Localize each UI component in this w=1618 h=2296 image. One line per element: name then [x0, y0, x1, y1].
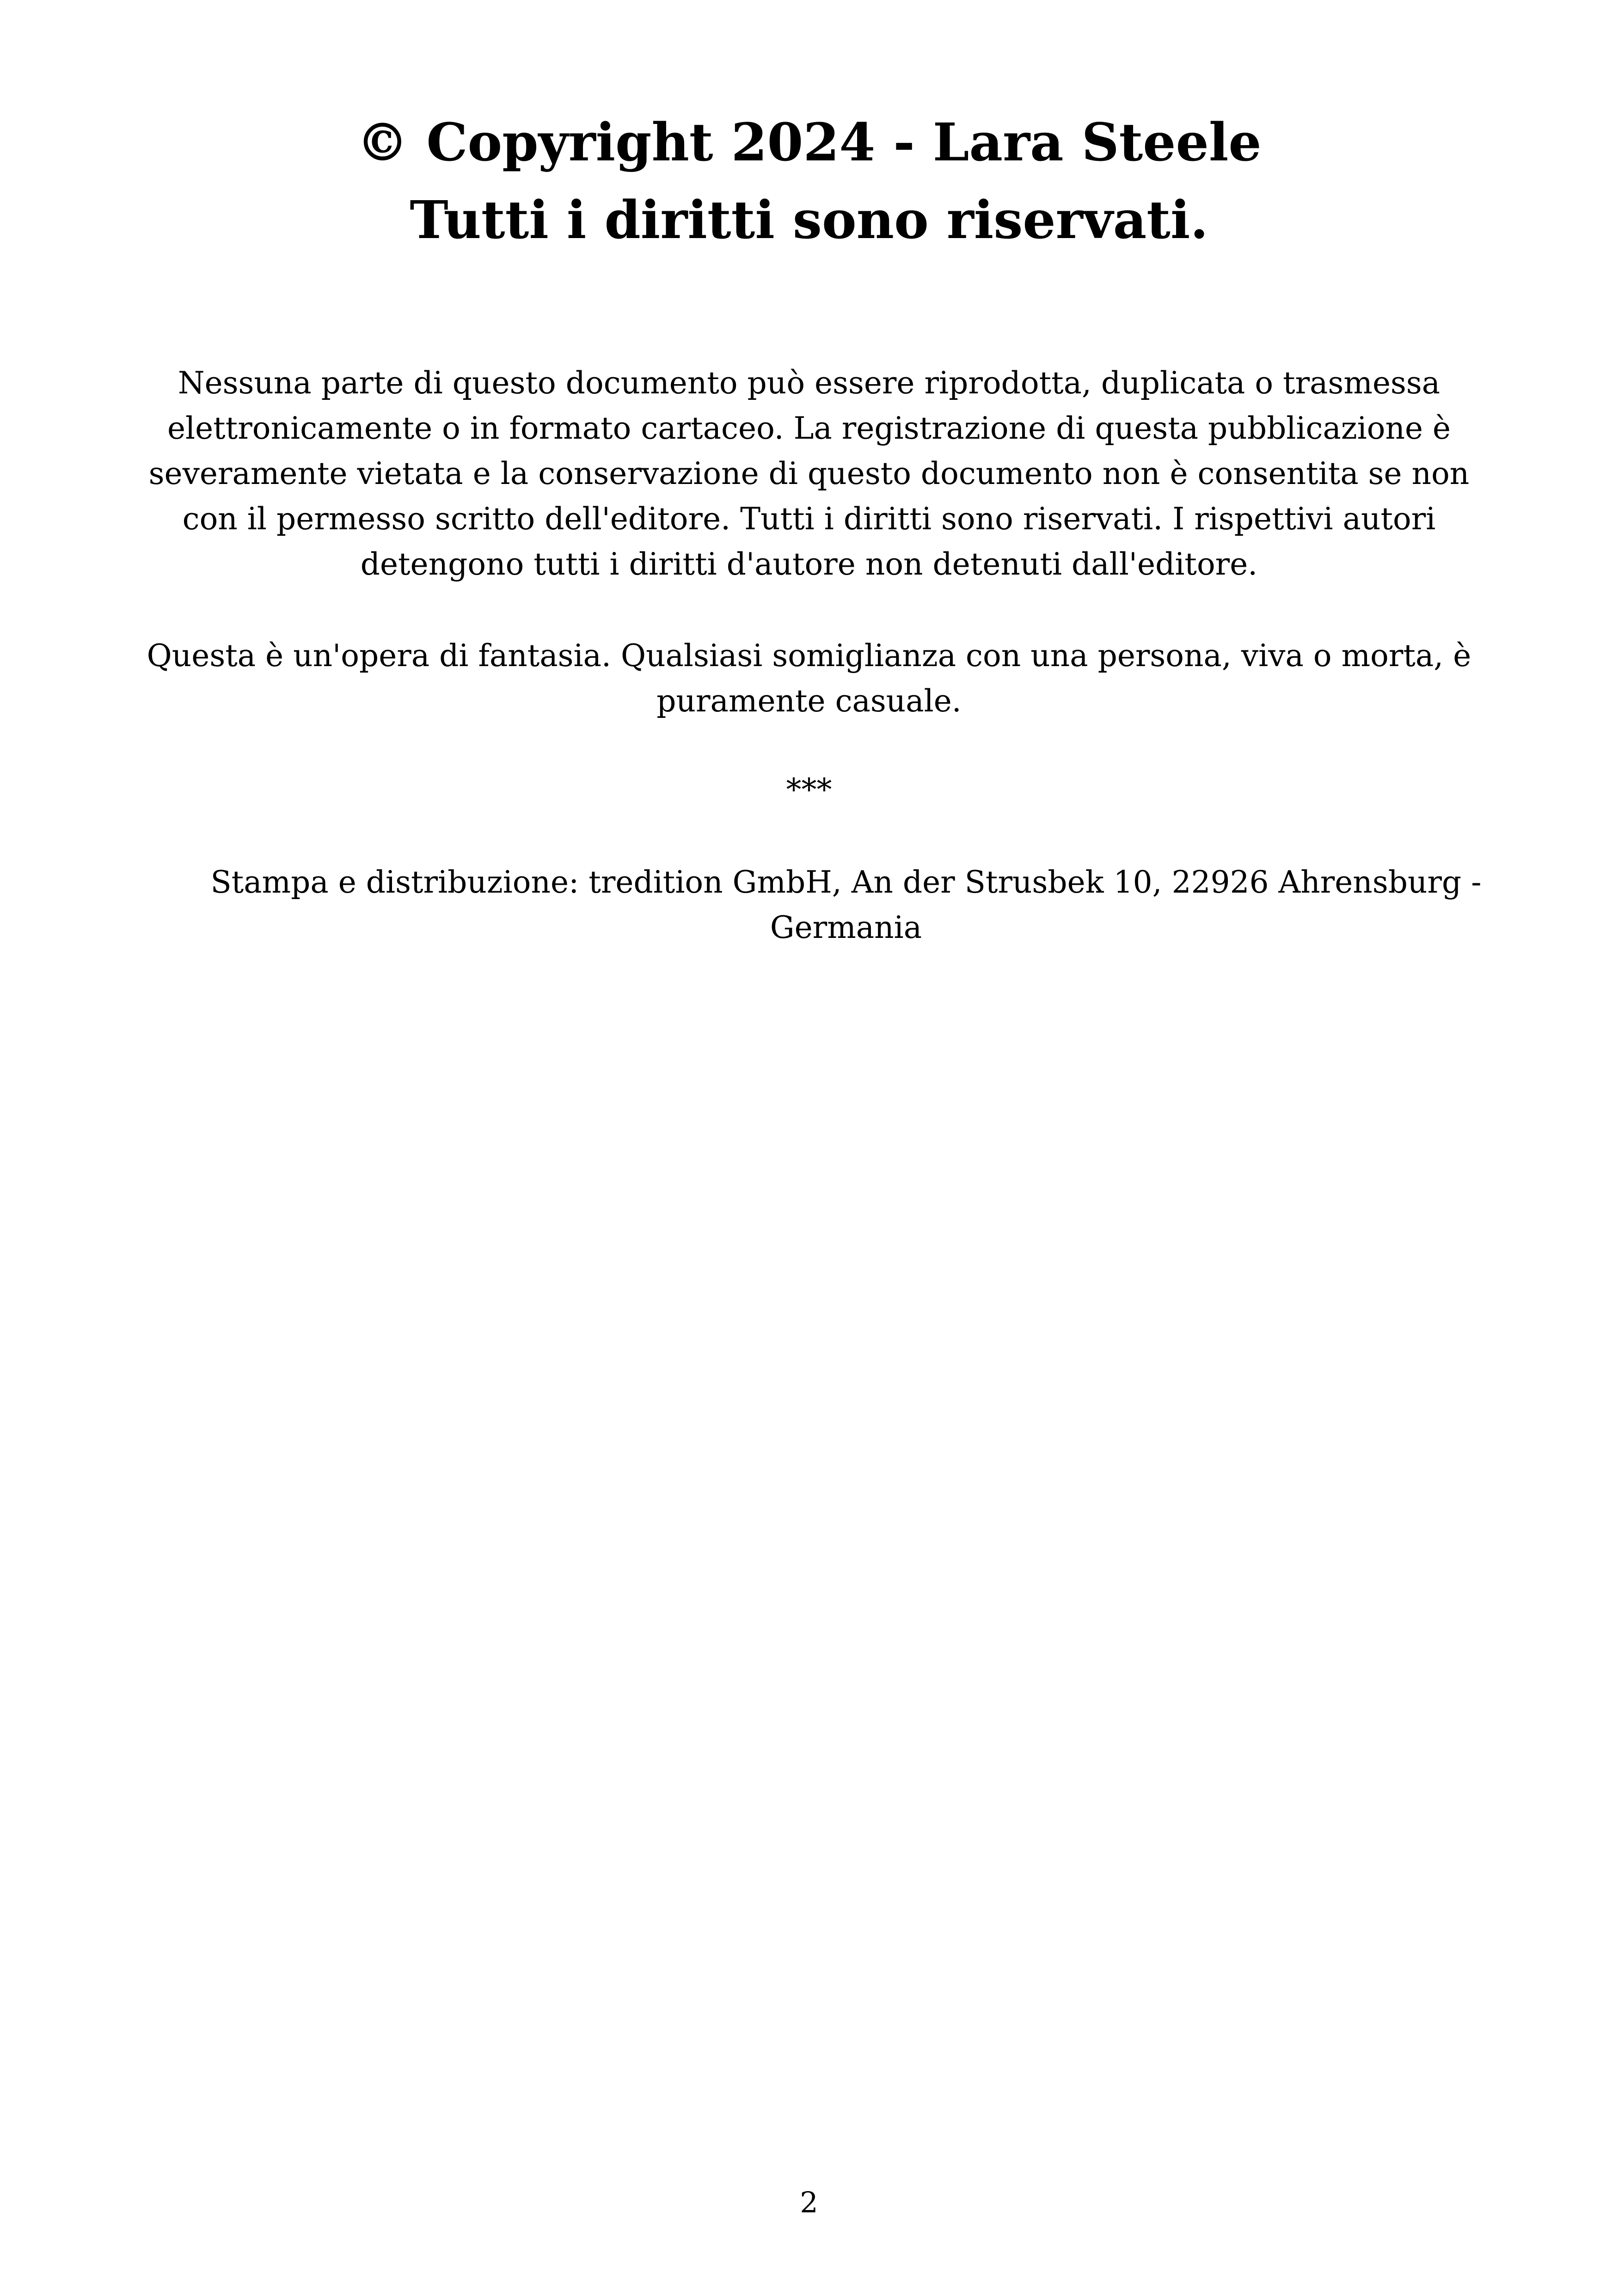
legal-notice-paragraph: Nessuna parte di questo documento può essere riprodotta, duplicata o trasmessa elettronicamente o in formato cartaceo. La registrazione di questa pubblicazione è severamente vietata e la conservazione di questo documento non è consentita se non con il permesso scritto dell'editore. Tutti i diritti sono riservati. I rispettivi autori detengono tutti i diritti d'autore non detenuti dall'editore. [148, 365, 1470, 582]
page-number: 2 [800, 2186, 818, 2219]
printing-distribution-paragraph: Stampa e distribuzione: tredition GmbH, An der Strusbek 10, 22926 Ahrensburg - Germania [210, 864, 1482, 945]
copyright-heading: © Copyright 2024 - Lara Steele [356, 112, 1262, 173]
fiction-disclaimer-paragraph: Questa è un'opera di fantasia. Qualsiasi somiglianza con una persona, viva o morta, è puramente casuale. [147, 638, 1471, 719]
section-separator: *** [786, 772, 832, 808]
rights-reserved-heading: Tutti i diritti sono riservati. [410, 190, 1208, 251]
page-title [0, 104, 1618, 259]
